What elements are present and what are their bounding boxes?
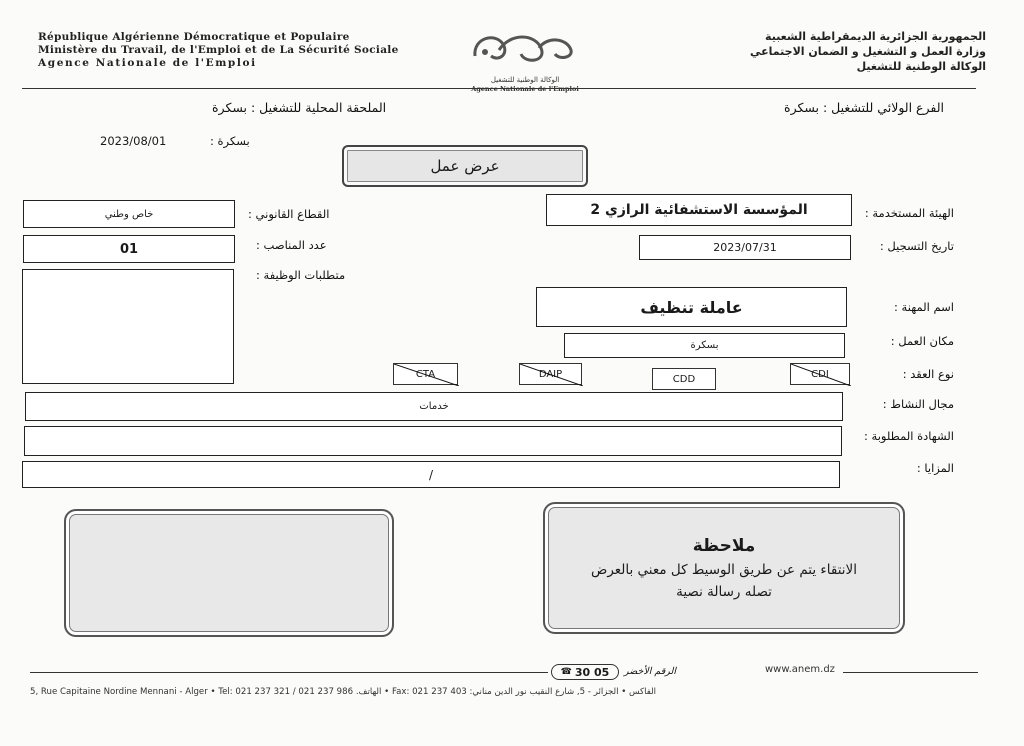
employer-field: المؤسسة الاستشفائية الرازي 2 [546, 194, 852, 226]
wilaya-branch: الفرع الولائي للتشغيل : بسكرة [784, 100, 944, 115]
positions-label: عدد المناصب : [256, 238, 327, 252]
activity-field: خدمات [25, 392, 843, 421]
cross-mark-icon [791, 364, 851, 386]
contract-cdd [652, 368, 716, 390]
workplace-field: بسكرة [564, 333, 845, 358]
note-line-1: الانتقاء يتم عن طريق الوسيط كل معني بالعرض [591, 562, 857, 578]
header-fr-agency: Agence Nationale de l'Emploi [38, 57, 257, 69]
green-number-badge [551, 664, 619, 680]
note-line-2: تصله رسالة نصية [676, 584, 772, 600]
contract-daip [519, 363, 582, 385]
benefits-label: المزايا : [916, 461, 954, 475]
green-number-label: الرقم الأخضر [624, 666, 677, 677]
footer-divider-right [843, 672, 978, 673]
header-fr-republic: République Algérienne Démocratique et Populaire [38, 31, 350, 43]
green-number: 30 05 [574, 665, 610, 679]
contract-cdi [790, 363, 850, 385]
contract-label: نوع العقد : [902, 367, 954, 381]
activity-label: مجال النشاط : [882, 397, 954, 411]
issue-date: 2023/08/01 [100, 134, 167, 148]
diploma-field [24, 426, 842, 456]
header-ar-republic: الجمهورية الجزائرية الديمقراطية الشعبية [765, 30, 986, 43]
cross-mark-icon [394, 364, 459, 386]
header-fr-ministry: Ministère du Travail, de l'Emploi et de La Sécurité Sociale [38, 44, 399, 56]
contract-cdi-label: CDI [811, 368, 829, 380]
local-branch: الملحقة المحلية للتشغيل : بسكرة [212, 100, 387, 115]
place-label: بسكرة : [210, 134, 250, 148]
anem-logo-icon [455, 26, 595, 72]
profession-label: اسم المهنة : [894, 300, 954, 314]
offer-title-box [342, 145, 588, 187]
legal-sector-field: خاص وطني [23, 200, 235, 228]
registration-label: تاريخ التسجيل : [879, 239, 954, 253]
benefits-field: / [22, 461, 840, 488]
contract-daip-label: DAIP [538, 368, 563, 380]
contract-cdd-label: CDD [672, 373, 696, 385]
requirements-label: متطلبات الوظيفة : [256, 268, 346, 282]
phone-icon: ☎ [560, 667, 572, 677]
empty-panel [64, 509, 394, 637]
anem-logo [455, 26, 595, 92]
header-ar-agency: الوكالة الوطنية للتشغيل [856, 60, 986, 73]
workplace-label: مكان العمل : [890, 334, 954, 348]
logo-fr-caption: Agence Nationale de l'Emploi [471, 85, 579, 93]
contract-cta [393, 363, 458, 385]
diploma-label: الشهادة المطلوبة : [864, 429, 954, 443]
positions-field: 01 [23, 235, 235, 263]
website-link[interactable]: www.anem.dz [765, 664, 835, 675]
cross-mark-icon [520, 364, 583, 386]
employer-label: الهيئة المستخدمة : [864, 206, 954, 220]
note-title: ملاحظة [692, 536, 756, 556]
header-divider [22, 88, 976, 89]
requirements-field [22, 269, 234, 384]
footer-address: 5, Rue Capitaine Nordine Mennani - Alger • Tel: 021 237 321 / 021 237 986 .الهاتف • Fax: 021 237 403 :الفاكس • الجزائر - 5, شارع النقيب نور الدين مناني [30, 687, 657, 697]
registration-field: 2023/07/31 [639, 235, 851, 260]
offer-title: عرض عمل [430, 157, 500, 175]
note-panel [543, 502, 905, 634]
legal-sector-label: القطاع القانوني : [248, 207, 330, 221]
profession-field: عاملة تنظيف [536, 287, 847, 327]
footer-divider-left [30, 672, 548, 673]
header-ar-ministry: وزارة العمل و التشغيل و الضمان الاجتماعي [750, 45, 986, 58]
logo-ar-caption: الوكالة الوطنية للتشغيل [490, 76, 560, 84]
contract-cta-label: CTA [415, 368, 436, 380]
